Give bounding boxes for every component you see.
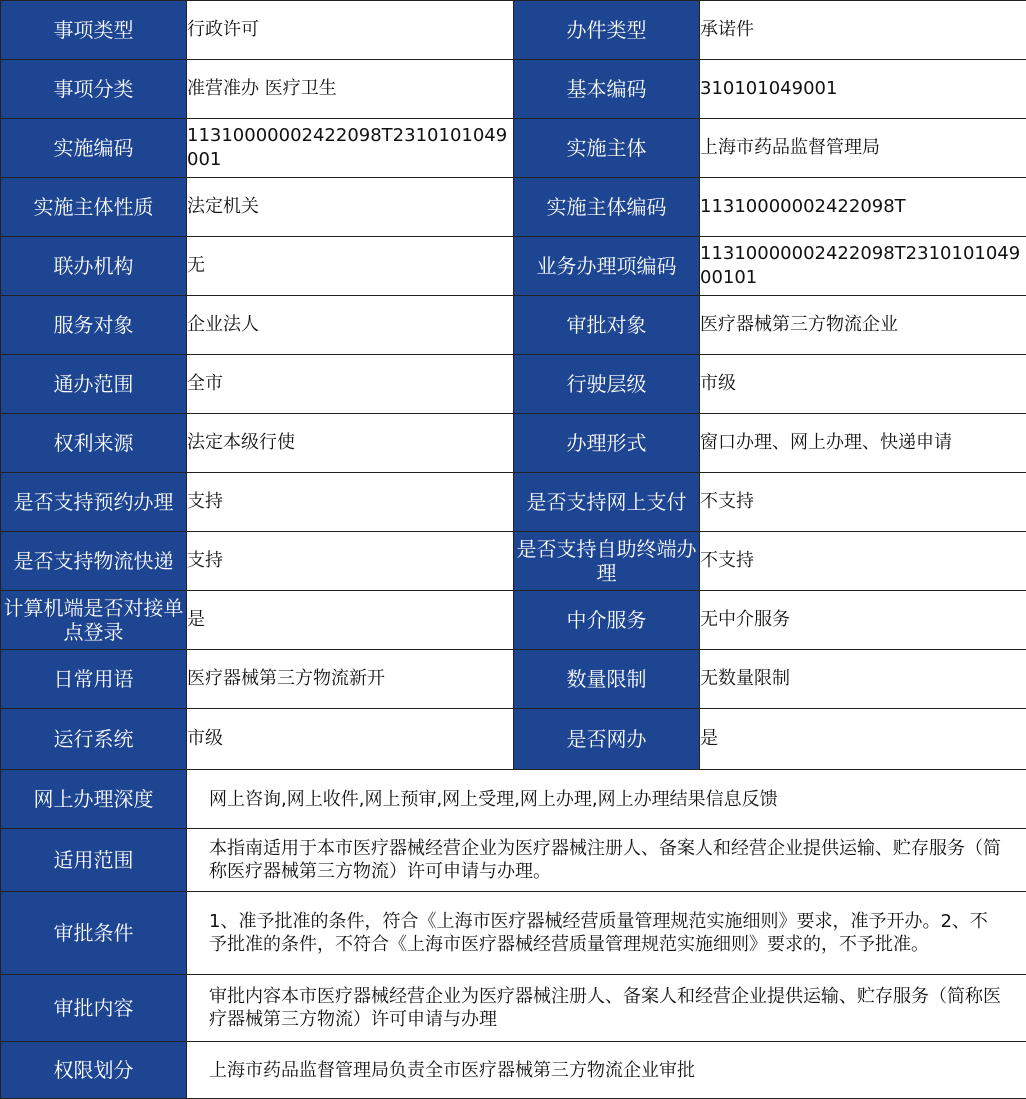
field-label: 审批内容 [1, 975, 187, 1042]
field-label: 是否支持物流快递 [1, 532, 187, 591]
field-value: 法定机关 [187, 178, 514, 237]
field-label: 是否网办 [514, 709, 700, 770]
field-value: 11310000002422098T231010104900101 [700, 237, 1026, 296]
field-label: 服务对象 [1, 296, 187, 355]
table-row [1, 532, 1026, 591]
field-label: 是否支持自助终端办理 [514, 532, 700, 591]
field-label: 事项分类 [1, 60, 187, 119]
table-row [1, 296, 1026, 355]
field-value: 审批内容本市医疗器械经营企业为医疗器械注册人、备案人和经营企业提供运输、贮存服务（简称医疗器械第三方物流）许可申请与办理 [187, 975, 1026, 1042]
field-value: 法定本级行使 [187, 414, 514, 473]
table-row [1, 770, 1026, 829]
field-value: 11310000002422098T2310101049001 [187, 119, 514, 178]
field-label: 日常用语 [1, 650, 187, 709]
table-row [1, 473, 1026, 532]
field-label: 事项类型 [1, 1, 187, 60]
field-label: 计算机端是否对接单点登录 [1, 591, 187, 650]
field-value: 市级 [187, 709, 514, 770]
field-value: 支持 [187, 473, 514, 532]
field-value: 准营准办 医疗卫生 [187, 60, 514, 119]
field-value: 医疗器械第三方物流新开 [187, 650, 514, 709]
field-value: 1、准予批准的条件，符合《上海市医疗器械经营质量管理规范实施细则》要求，准予开办。2、不予批准的条件，不符合《上海市医疗器械经营质量管理规范实施细则》要求的，不予批准。 [187, 892, 1026, 975]
table-row [1, 414, 1026, 473]
table-row [1, 60, 1026, 119]
field-value: 市级 [700, 355, 1026, 414]
field-label: 适用范围 [1, 829, 187, 892]
field-value: 11310000002422098T [700, 178, 1026, 237]
table-row [1, 1042, 1026, 1099]
field-value: 全市 [187, 355, 514, 414]
field-label: 办件类型 [514, 1, 700, 60]
field-label: 是否支持网上支付 [514, 473, 700, 532]
field-label: 基本编码 [514, 60, 700, 119]
field-label: 办理形式 [514, 414, 700, 473]
field-value: 行政许可 [187, 1, 514, 60]
field-label: 权利来源 [1, 414, 187, 473]
field-value: 支持 [187, 532, 514, 591]
field-value: 310101049001 [700, 60, 1026, 119]
table-row [1, 829, 1026, 892]
table-row [1, 892, 1026, 975]
field-label: 权限划分 [1, 1042, 187, 1099]
table-row [1, 119, 1026, 178]
field-value: 不支持 [700, 473, 1026, 532]
field-label: 实施主体编码 [514, 178, 700, 237]
table-row [1, 1, 1026, 60]
table-row [1, 650, 1026, 709]
field-value: 无数量限制 [700, 650, 1026, 709]
field-value: 无 [187, 237, 514, 296]
field-value: 窗口办理、网上办理、快递申请 [700, 414, 1026, 473]
field-label: 审批条件 [1, 892, 187, 975]
field-label: 实施编码 [1, 119, 187, 178]
field-value: 医疗器械第三方物流企业 [700, 296, 1026, 355]
table-row [1, 709, 1026, 770]
table-row [1, 237, 1026, 296]
field-label: 联办机构 [1, 237, 187, 296]
field-value: 企业法人 [187, 296, 514, 355]
table-row [1, 355, 1026, 414]
field-label: 实施主体性质 [1, 178, 187, 237]
field-label: 通办范围 [1, 355, 187, 414]
field-value: 网上咨询,网上收件,网上预审,网上受理,网上办理,网上办理结果信息反馈 [187, 770, 1026, 829]
table-row [1, 591, 1026, 650]
field-label: 实施主体 [514, 119, 700, 178]
field-value: 上海市药品监督管理局 [700, 119, 1026, 178]
field-label: 中介服务 [514, 591, 700, 650]
field-label: 行驶层级 [514, 355, 700, 414]
field-label: 网上办理深度 [1, 770, 187, 829]
field-label: 运行系统 [1, 709, 187, 770]
field-label: 审批对象 [514, 296, 700, 355]
field-value: 不支持 [700, 532, 1026, 591]
table-row [1, 975, 1026, 1042]
field-value: 是 [187, 591, 514, 650]
field-value: 无中介服务 [700, 591, 1026, 650]
field-label: 业务办理项编码 [514, 237, 700, 296]
field-value: 本指南适用于本市医疗器械经营企业为医疗器械注册人、备案人和经营企业提供运输、贮存服务（简称医疗器械第三方物流）许可申请与办理。 [187, 829, 1026, 892]
field-label: 是否支持预约办理 [1, 473, 187, 532]
table-row [1, 178, 1026, 237]
field-value: 上海市药品监督管理局负责全市医疗器械第三方物流企业审批 [187, 1042, 1026, 1099]
field-label: 数量限制 [514, 650, 700, 709]
field-value: 承诺件 [700, 1, 1026, 60]
field-value: 是 [700, 709, 1026, 770]
